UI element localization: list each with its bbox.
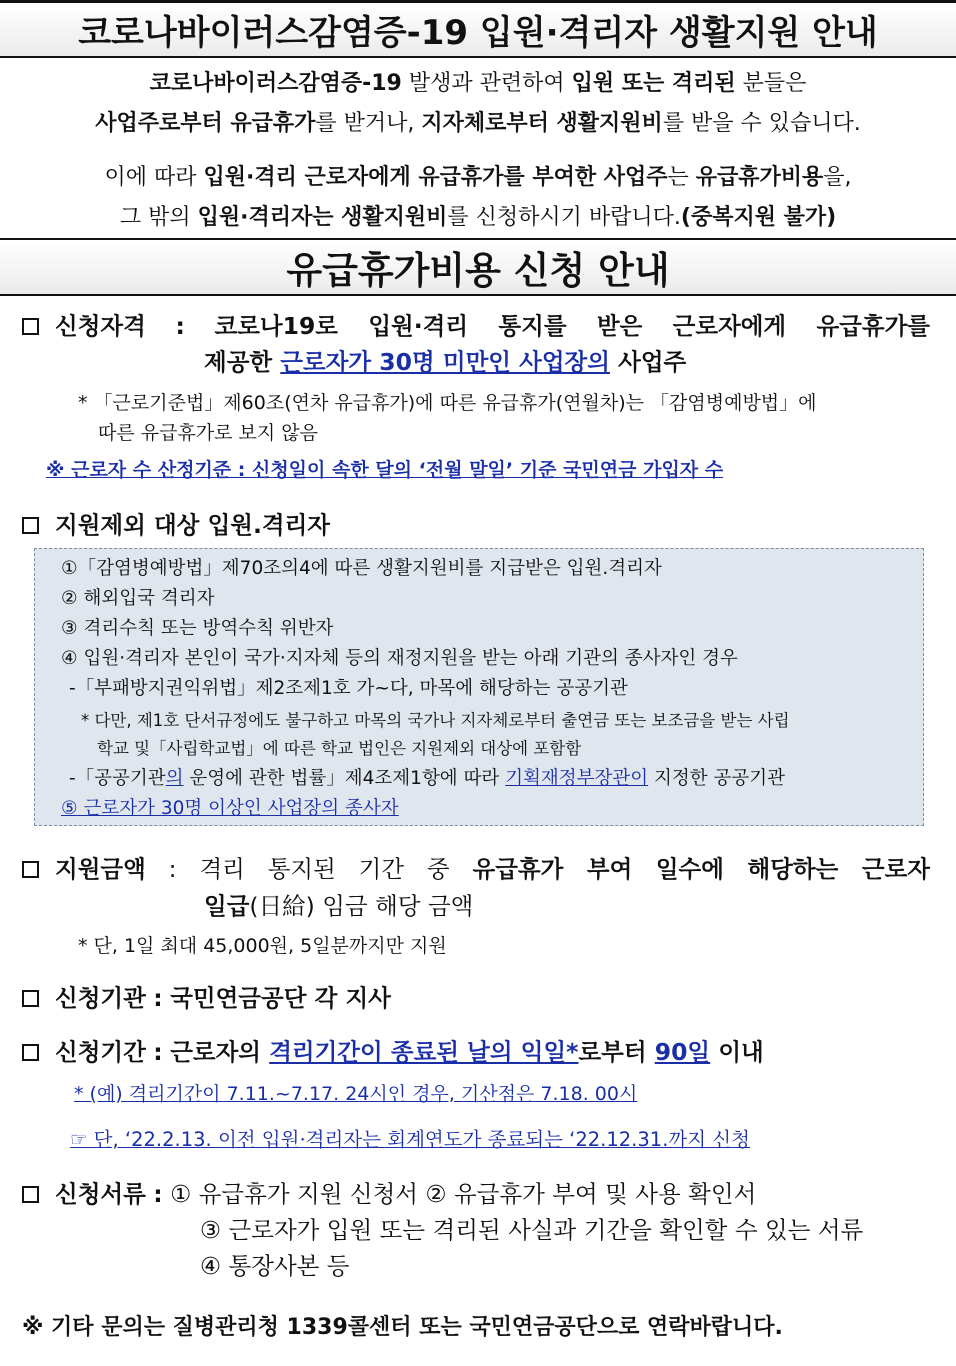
eligibility-link[interactable]: 근로자가 30명 미만인 사업장의: [280, 348, 610, 376]
section-title: 유급휴가비용 신청 안내: [0, 238, 956, 296]
intro-line-1: 코로나바이러스감염증-19 발생과 관련하여 입원 또는 격리된 분들은: [149, 71, 807, 96]
contact-footer: ※ 기타 문의는 질병관리청 1339콜센터 또는 국민연금공단으로 연락바랍니다.: [22, 1315, 783, 1340]
exclusion-item-4a-note-2: 학교 및「사립학교법」에 따른 학교 법인은 지원제외 대상에 포함함: [97, 739, 582, 758]
exclusion-box: [34, 548, 924, 826]
page-title: 코로나바이러스감염증-19 입원·격리자 생활지원 안내: [0, 0, 956, 58]
exclusion-item-4a-note: * 다만, 제1호 단서규정에도 불구하고 마목의 국가나 지자체로부터 출연금 또는 보조금을 받는 사립: [81, 711, 790, 730]
checkbox-square-icon: [22, 318, 39, 335]
checkbox-square-icon: [22, 990, 39, 1007]
exclusion-item-2: ② 해외입국 격리자: [61, 588, 215, 609]
intro-line-4: 그 밖의 입원·격리자는 생활지원비를 신청하시기 바랍니다.(중복지원 불가): [119, 205, 837, 230]
period-link-1[interactable]: 격리기간이 종료된 날의 익일*: [269, 1038, 579, 1066]
checkbox-square-icon: [22, 861, 39, 878]
agency-line: 신청기관 : 국민연금공단 각 지사: [22, 978, 930, 1018]
exclusion-link-1[interactable]: 의: [165, 768, 184, 789]
documents-line-3: ④ 통장사본 등: [200, 1252, 350, 1280]
eligibility-note-3: ※ 근로자 수 산정기준 : 신청일이 속한 달의 ‘전월 말일’ 기준 국민연금 가입자 수: [46, 459, 724, 481]
amount-note: * 단, 1일 최대 45,000원, 5일분까지만 지원: [78, 935, 447, 957]
eligibility-line-2: 제공한 근로자가 30명 미만인 사업장의 사업주: [204, 348, 687, 376]
eligibility-note-1: * 「근로기준법」제60조(연차 유급휴가)에 따른 유급휴가(연월차)는 「감염병예방법」에: [78, 392, 817, 414]
period-link-2[interactable]: 90일: [654, 1038, 711, 1066]
intro-line-2: 사업주로부터 유급휴가를 받거나, 지자체로부터 생활지원비를 받을 수 있습니다.: [95, 111, 861, 136]
exclusion-item-4a: -「부패방지권익위법」제2조제1호 가~다, 마목에 해당하는 공공기관: [69, 678, 628, 699]
documents-line-2: ③ 근로자가 입원 또는 격리된 사실과 기간을 확인할 수 있는 서류: [200, 1216, 864, 1244]
documents-line-1: 신청서류 : ① 유급휴가 지원 신청서 ② 유급휴가 부여 및 사용 확인서: [22, 1174, 930, 1214]
exclusion-item-4: ④ 입원·격리자 본인이 국가·지자체 등의 재정지원을 받는 아래 기관의 종사자인 경우: [61, 648, 738, 669]
intro-line-3: 이에 따라 입원·격리 근로자에게 유급휴가를 부여한 사업주는 유급휴가비용을,: [104, 165, 852, 190]
eligibility-note-2: 따른 유급휴가로 보지 않음: [98, 422, 319, 444]
exclusion-item-5: ⑤ 근로자가 30명 이상인 사업장의 종사자: [61, 798, 399, 819]
checkbox-square-icon: [22, 1186, 39, 1203]
period-note-2: ☞ 단, ‘22.2.13. 이전 입원·격리자는 회계연도가 종료되는 ‘22.12.31.까지 신청: [70, 1128, 750, 1151]
exclusion-item-1: ①「감염병예방법」제70조의4에 따른 생활지원비를 지급받은 입원.격리자: [61, 558, 662, 579]
amount-line-2: 일급(日給) 임금 해당 금액: [204, 892, 474, 920]
checkbox-square-icon: [22, 517, 39, 534]
period-note-1: * (예) 격리기간이 7.11.~7.17. 24시인 경우, 기산점은 7.18. 00시: [74, 1083, 638, 1105]
exclusion-item-4b: -「공공기관의 운영에 관한 법률」제4조제1항에 따라 기획재정부장관이 지정한 공공기관: [69, 768, 786, 789]
period-line: 신청기간 : 근로자의 격리기간이 종료된 날의 익일*로부터 90일 이내: [22, 1032, 930, 1072]
eligibility-line-1: 신청자격 : 코로나19로 입원·격리 통지를 받은 근로자에게 유급휴가를: [22, 306, 930, 346]
checkbox-square-icon: [22, 1044, 39, 1061]
exclusion-link-2[interactable]: 기획재정부장관이: [505, 768, 649, 789]
exclusion-heading: 지원제외 대상 입원.격리자: [22, 505, 930, 545]
amount-line-1: 지원금액 : 격리 통지된 기간 중 유급휴가 부여 일수에 해당하는 근로자: [22, 849, 930, 889]
exclusion-item-3: ③ 격리수칙 또는 방역수칙 위반자: [61, 618, 334, 639]
